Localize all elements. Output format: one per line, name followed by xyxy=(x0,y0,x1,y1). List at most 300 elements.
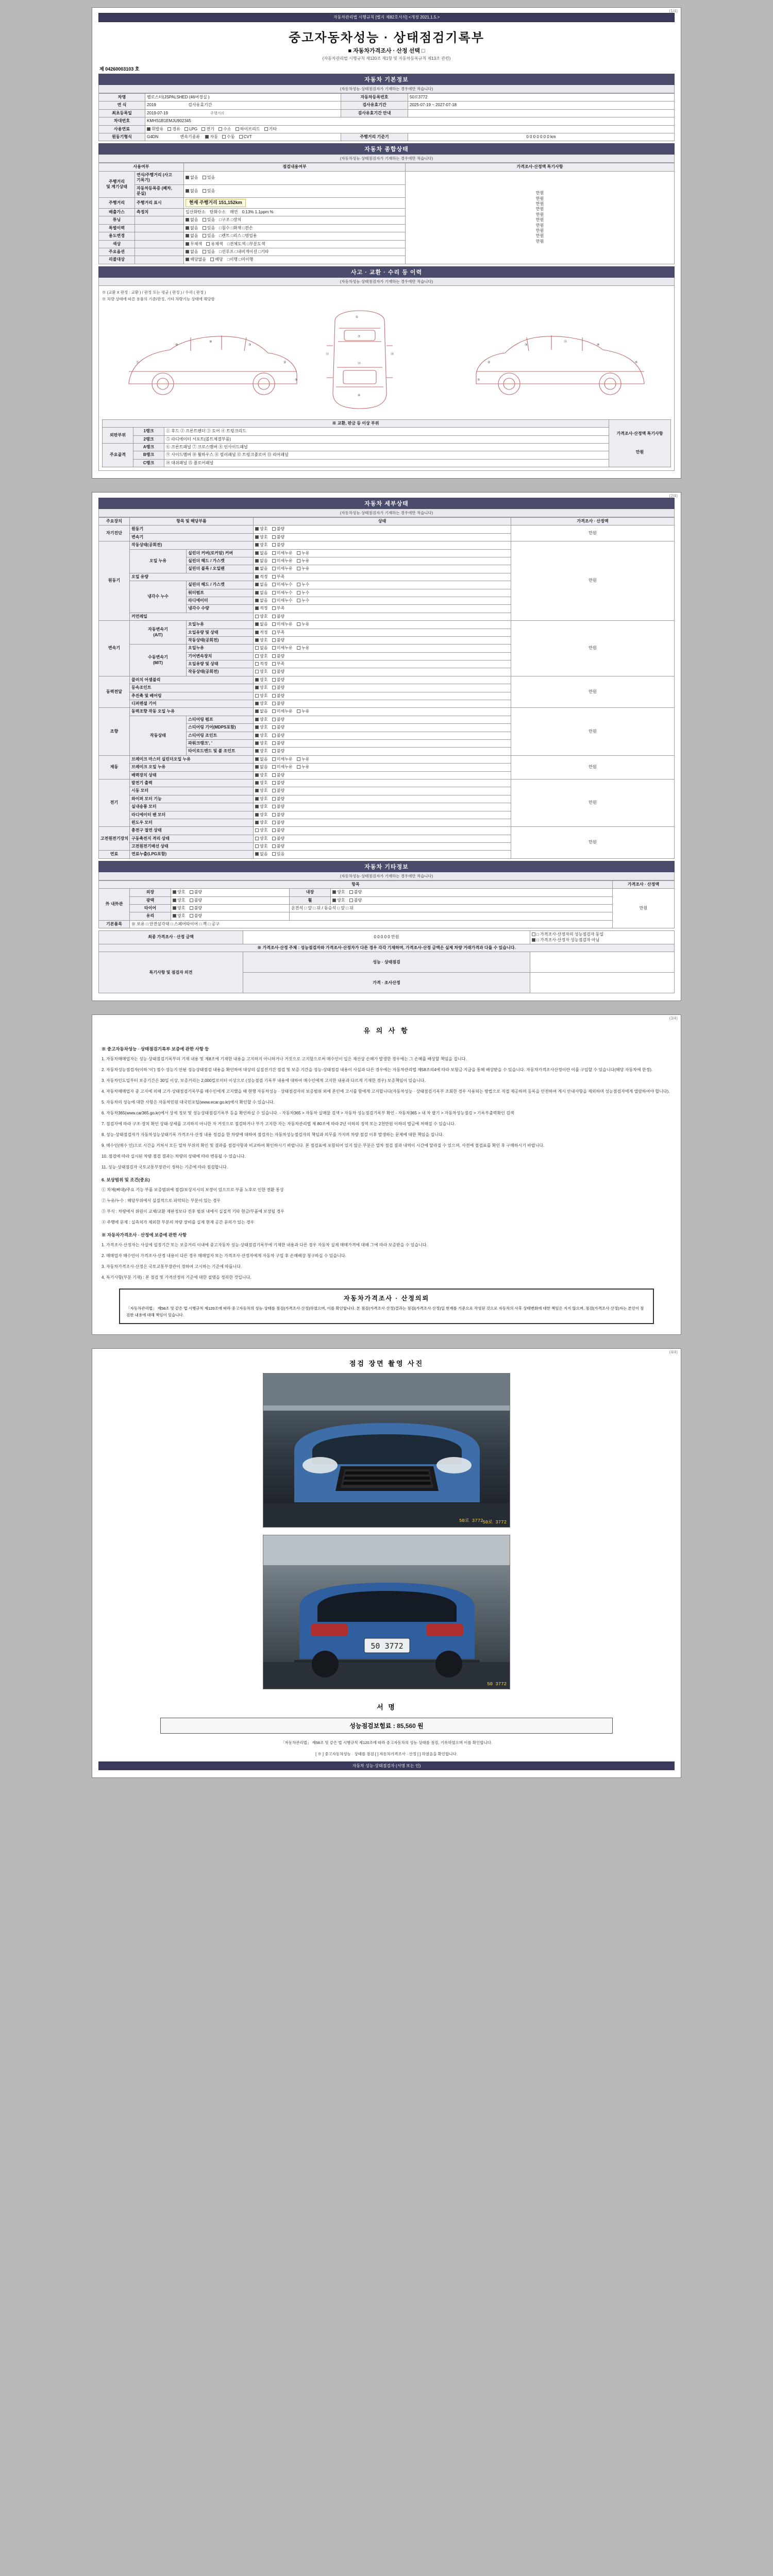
transmission-option[interactable]: 자동 xyxy=(205,134,217,140)
checkbox-icon[interactable] xyxy=(297,646,300,650)
item-label: 브레이크 마스터 실린더오일 누유 xyxy=(130,755,254,763)
state-options xyxy=(254,581,511,589)
checkbox-icon[interactable] xyxy=(255,535,259,539)
checkbox-icon[interactable] xyxy=(297,583,300,586)
option-good[interactable]: 양호 xyxy=(255,844,267,849)
option-yes[interactable]: 있음 xyxy=(203,189,215,194)
price-adjust-cell xyxy=(406,171,675,264)
option-bad[interactable]: 불량 xyxy=(272,725,284,730)
option-none[interactable]: 없음 xyxy=(186,226,198,231)
checkbox-icon[interactable] xyxy=(272,821,276,824)
option-bad[interactable]: 불량 xyxy=(272,773,284,778)
option-good[interactable]: 양호 xyxy=(173,898,185,903)
checkbox-icon[interactable] xyxy=(255,741,259,745)
checkbox-icon[interactable] xyxy=(255,583,259,586)
checkbox-icon[interactable] xyxy=(272,813,276,817)
checkbox-icon[interactable] xyxy=(272,646,276,650)
option-bad[interactable]: 불량 xyxy=(272,796,284,802)
checkbox-icon[interactable] xyxy=(272,757,276,761)
checkbox-icon[interactable] xyxy=(186,234,189,238)
checkbox-icon[interactable] xyxy=(297,559,300,563)
checkbox-icon[interactable] xyxy=(255,686,259,689)
checkbox-icon[interactable] xyxy=(186,250,189,253)
option-bad[interactable]: 불량 xyxy=(190,906,202,911)
checkbox-icon[interactable] xyxy=(186,176,189,179)
checkbox-icon[interactable] xyxy=(272,670,276,673)
checkbox-icon[interactable] xyxy=(297,567,300,570)
group-engine: 원동기 xyxy=(99,541,130,621)
checkbox-icon[interactable] xyxy=(272,773,276,777)
svg-text:⑩: ⑩ xyxy=(175,343,178,347)
option-slight-leak[interactable]: 미세누유 xyxy=(272,566,293,571)
option-bad[interactable]: 불량 xyxy=(272,685,284,690)
option-adequate[interactable]: 적정 xyxy=(255,630,267,635)
checkbox-icon[interactable] xyxy=(186,226,189,230)
checkbox-icon[interactable] xyxy=(173,890,176,894)
checkbox-icon[interactable] xyxy=(297,765,300,769)
state-options xyxy=(254,700,511,708)
option-none[interactable]: 없음 xyxy=(255,598,267,603)
checkbox-icon[interactable] xyxy=(173,914,176,918)
checkbox-icon[interactable] xyxy=(255,718,259,721)
option-bad[interactable]: 불량 xyxy=(272,543,284,548)
option-good[interactable]: 양호 xyxy=(173,913,185,919)
option-slight-leak[interactable]: 미세누유 xyxy=(272,757,293,762)
option-bad[interactable]: 불량 xyxy=(349,898,362,903)
checkbox-icon[interactable] xyxy=(255,678,259,682)
option-good[interactable]: 양호 xyxy=(255,654,267,659)
checkbox-icon[interactable] xyxy=(297,599,300,602)
checkbox-icon[interactable] xyxy=(255,575,259,579)
option-none[interactable]: 없음 xyxy=(255,558,267,564)
checkbox-icon[interactable] xyxy=(255,852,259,856)
option-none[interactable]: 없음 xyxy=(186,249,198,255)
parts-title: ※ 교환, 판금 등 이상 부위 xyxy=(103,419,609,427)
table-row xyxy=(103,459,671,467)
checkbox-icon[interactable] xyxy=(272,725,276,729)
option-yes[interactable]: 있음 xyxy=(203,249,215,255)
notice-item: 8. 성능·상태점검자가 자동차성능상태기록 가격조사·산정 내용 정검을 한 차량에 대하여 점검자는 자동차성능점검자의 책임과 의무를 가지며 차량 점검 이후 발생하는 문제에 대한 책임을 집니다. xyxy=(102,1132,444,1138)
checkbox-icon[interactable] xyxy=(349,890,353,894)
option-bad[interactable]: 불량 xyxy=(272,701,284,706)
checkbox-icon[interactable] xyxy=(203,250,206,253)
checkbox-icon[interactable] xyxy=(184,127,188,131)
checkbox-icon[interactable] xyxy=(332,890,336,894)
signature-bar: 자동차 성능·상태점검자 (서명 또는 인) xyxy=(98,1761,675,1770)
option-bad[interactable]: 불량 xyxy=(272,749,284,754)
checkbox-icon[interactable] xyxy=(272,797,276,801)
checkbox-icon[interactable] xyxy=(272,654,276,658)
checkbox-icon[interactable] xyxy=(297,622,300,626)
option-good[interactable]: 양호 xyxy=(332,898,345,903)
price-cell: 만원 xyxy=(511,708,675,755)
fuel-option[interactable]: 하이브리드 xyxy=(236,127,260,132)
checkbox-icon[interactable] xyxy=(255,559,259,563)
checkbox-icon[interactable] xyxy=(255,694,259,698)
option-bad[interactable]: 불량 xyxy=(190,890,202,895)
option-good[interactable]: 양호 xyxy=(255,685,267,690)
option-good[interactable]: 양호 xyxy=(255,543,267,548)
checkbox-icon[interactable] xyxy=(272,527,276,531)
option-good[interactable]: 양호 xyxy=(255,812,267,818)
option-none[interactable]: 없음 xyxy=(255,765,267,770)
option-good[interactable]: 양호 xyxy=(173,906,185,911)
option-bad[interactable]: 불량 xyxy=(190,898,202,903)
notice-subitem: ③ 부식 : 차량에서 위원이 교체/교환 재판정보다 전후 범위 내에서 실질적 기타 현금/부품에 보장될 경우 xyxy=(102,1209,284,1214)
checkbox-icon[interactable] xyxy=(272,559,276,563)
fuel-option[interactable]: 전기 xyxy=(201,127,214,132)
checkbox-icon[interactable] xyxy=(332,899,336,902)
state-options xyxy=(254,533,511,541)
fuel-option[interactable]: 수소 xyxy=(219,127,231,132)
checkbox-icon[interactable] xyxy=(272,678,276,682)
option-leak[interactable]: 누유 xyxy=(297,622,309,627)
option-bad[interactable]: 불량 xyxy=(272,669,284,674)
table-row xyxy=(99,101,675,109)
checkbox-icon[interactable] xyxy=(272,718,276,721)
row-options xyxy=(184,256,406,264)
option-none[interactable]: 없음 xyxy=(255,757,267,762)
checkbox-icon[interactable] xyxy=(297,551,300,555)
option-good[interactable]: 양호 xyxy=(255,527,267,532)
option-good[interactable]: 양호 xyxy=(255,828,267,833)
option-leak[interactable]: 누수 xyxy=(297,598,309,603)
checkbox-icon[interactable] xyxy=(255,543,259,547)
option-none[interactable]: 없음 xyxy=(186,175,198,180)
option-slight-leak[interactable]: 미세누유 xyxy=(272,622,293,627)
option-bad[interactable]: 불량 xyxy=(272,717,284,722)
option-leak[interactable]: 누수 xyxy=(297,582,309,587)
option-good[interactable]: 양호 xyxy=(255,677,267,683)
checkbox-icon[interactable] xyxy=(255,821,259,824)
option-good[interactable]: 양호 xyxy=(255,741,267,746)
fuel-option[interactable]: LPG xyxy=(184,127,197,132)
option-good[interactable]: 양호 xyxy=(255,535,267,540)
checkbox-icon[interactable] xyxy=(255,670,259,673)
option-bad[interactable]: 불량 xyxy=(190,913,202,919)
checkbox-icon[interactable] xyxy=(203,218,206,222)
final-price-label: 최종 가격조사 · 산정 금액 xyxy=(99,931,243,944)
option-applicable[interactable]: 해당 xyxy=(210,257,223,262)
checkbox-icon[interactable] xyxy=(173,899,176,902)
label-rank-b: B랭크 xyxy=(133,451,164,459)
checkbox-icon[interactable] xyxy=(190,906,193,910)
fuel-option[interactable]: 휘발유 xyxy=(147,127,163,132)
option-leak[interactable]: 누유 xyxy=(297,757,309,762)
checkbox-icon[interactable] xyxy=(210,258,214,261)
checkbox-icon[interactable] xyxy=(272,828,276,832)
option-slight-leak[interactable]: 미세누수 xyxy=(272,590,293,596)
option-good[interactable]: 양호 xyxy=(255,749,267,754)
checkbox-icon[interactable] xyxy=(186,258,189,261)
page-tag-3: (3/4) xyxy=(669,1016,678,1021)
checkbox-icon[interactable] xyxy=(272,606,276,610)
option-leak[interactable]: 누유 xyxy=(297,646,309,651)
checkbox-icon[interactable] xyxy=(272,734,276,737)
checkbox-icon[interactable] xyxy=(203,234,206,238)
checkbox-icon[interactable] xyxy=(272,789,276,792)
checkbox-icon[interactable] xyxy=(272,837,276,840)
checkbox-icon[interactable] xyxy=(272,551,276,555)
checkbox-icon[interactable] xyxy=(272,575,276,579)
checkbox-icon[interactable] xyxy=(255,757,259,761)
option-leak[interactable]: 누유 xyxy=(297,709,309,714)
option-bad[interactable]: 불량 xyxy=(272,741,284,746)
checkbox-icon[interactable] xyxy=(255,591,259,595)
checkbox-icon[interactable] xyxy=(297,709,300,713)
option-slight-leak[interactable]: 미세누수 xyxy=(272,582,293,587)
label-transmission: 변속기종류 xyxy=(180,134,200,139)
option-bad[interactable]: 불량 xyxy=(272,828,284,833)
checkbox-icon[interactable] xyxy=(255,749,259,753)
checkbox-icon[interactable] xyxy=(255,725,259,729)
checkbox-icon[interactable] xyxy=(272,686,276,689)
option-none[interactable]: 없음 xyxy=(255,566,267,571)
option-good[interactable]: 양호 xyxy=(255,733,267,738)
table-row xyxy=(99,541,675,549)
option-leak[interactable]: 누유 xyxy=(297,566,309,571)
checkbox-icon[interactable] xyxy=(272,709,276,713)
rear-plate-number: 50 3772 xyxy=(371,1641,404,1651)
option-good[interactable]: 양호 xyxy=(255,773,267,778)
checkbox-icon[interactable] xyxy=(255,702,259,705)
option-none[interactable]: 없음 xyxy=(255,590,267,596)
checkbox-icon[interactable] xyxy=(255,789,259,792)
checkbox-icon[interactable] xyxy=(297,591,300,595)
option-not-applicable[interactable]: 해당없음 xyxy=(186,257,206,262)
checkbox-icon[interactable] xyxy=(255,805,259,808)
emission-smoke: 매연 xyxy=(230,209,238,214)
checkbox-icon[interactable] xyxy=(206,242,210,246)
option-yes[interactable]: 있음 xyxy=(203,217,215,223)
checkbox-icon[interactable] xyxy=(272,765,276,769)
checkbox-icon[interactable] xyxy=(255,765,259,769)
option-yes[interactable]: 있음 xyxy=(203,233,215,239)
checkbox-icon[interactable] xyxy=(272,741,276,745)
checkbox-icon[interactable] xyxy=(255,599,259,602)
checkbox-icon[interactable] xyxy=(255,844,259,848)
option-good[interactable]: 양호 xyxy=(255,614,267,619)
option-none[interactable]: 없음 xyxy=(186,233,198,239)
checkbox-icon[interactable] xyxy=(236,127,239,131)
option-none[interactable]: 없음 xyxy=(255,582,267,587)
option-bad[interactable]: 불량 xyxy=(272,527,284,532)
checkbox-icon[interactable] xyxy=(186,218,189,222)
option-good[interactable]: 양호 xyxy=(255,796,267,802)
option-bad[interactable]: 불량 xyxy=(349,890,362,895)
svg-text:⑭: ⑭ xyxy=(391,352,394,356)
option-good[interactable]: 양호 xyxy=(255,804,267,809)
checkbox-icon[interactable] xyxy=(173,906,176,910)
checkbox-icon[interactable] xyxy=(255,615,259,618)
checkbox-icon[interactable] xyxy=(186,189,189,193)
checkbox-icon[interactable] xyxy=(190,899,193,902)
checkbox-icon[interactable] xyxy=(201,127,205,131)
checkbox-icon[interactable] xyxy=(190,914,193,918)
option-insufficient[interactable]: 부족 xyxy=(272,574,284,580)
option-bad[interactable]: 불량 xyxy=(272,654,284,659)
checkbox-icon[interactable] xyxy=(255,654,259,658)
option-yes[interactable]: 있음 xyxy=(272,852,284,857)
footer-note-1: 「자동차관리법」 제58조 및 같은 법 시행규칙 제120조에 따라 중고자동차의 성능·상태를 점검, 기록하였으며 이를 확인합니다. xyxy=(280,1740,493,1745)
option-none[interactable]: 없음 xyxy=(255,852,267,857)
option-slight-leak[interactable]: 미세누유 xyxy=(272,558,293,564)
option-adequate[interactable]: 적정 xyxy=(255,606,267,611)
option-good[interactable]: 양호 xyxy=(255,638,267,643)
option-bad[interactable]: 불량 xyxy=(272,804,284,809)
checkbox-icon[interactable] xyxy=(272,662,276,666)
checkbox-icon[interactable] xyxy=(272,583,276,586)
checkbox-icon[interactable] xyxy=(272,852,276,856)
option-adequate[interactable]: 적정 xyxy=(255,574,267,580)
checkbox-icon[interactable] xyxy=(272,543,276,547)
option-bad[interactable]: 불량 xyxy=(272,820,284,825)
transmission-option[interactable]: CVT xyxy=(239,134,252,140)
option-good[interactable]: 양호 xyxy=(255,669,267,674)
checkbox-icon[interactable] xyxy=(255,527,259,531)
checkbox-icon[interactable] xyxy=(255,797,259,801)
checkbox-icon[interactable] xyxy=(167,127,171,131)
option-adequate[interactable]: 적정 xyxy=(255,662,267,667)
checkbox-icon[interactable] xyxy=(203,189,206,193)
checkbox-icon[interactable] xyxy=(255,734,259,737)
checkbox-different-inspector[interactable]: □ 가격조사·산정자 성능점검자 아님 xyxy=(532,938,599,943)
option-yes[interactable]: 있음 xyxy=(203,226,215,231)
checkbox-icon[interactable] xyxy=(255,567,259,570)
checkbox-icon[interactable] xyxy=(272,781,276,785)
option-achromatic[interactable]: 무채색 xyxy=(186,242,202,247)
option-none[interactable]: 없음 xyxy=(255,709,267,714)
fuel-option[interactable]: 경유 xyxy=(167,127,180,132)
checkbox-icon[interactable] xyxy=(272,567,276,570)
declaration-box xyxy=(119,1289,654,1324)
car-diagram xyxy=(102,302,671,417)
transmission-option[interactable]: 수동 xyxy=(222,134,234,140)
checkbox-icon[interactable] xyxy=(264,127,268,131)
checkbox-icon[interactable] xyxy=(272,844,276,848)
checkbox-icon[interactable] xyxy=(272,615,276,618)
option-bad[interactable]: 불량 xyxy=(272,781,284,786)
checkbox-icon[interactable] xyxy=(255,837,259,840)
option-good[interactable]: 양호 xyxy=(255,820,267,825)
checkbox-icon[interactable] xyxy=(255,813,259,817)
option-yes[interactable]: 있음 xyxy=(203,175,215,180)
option-bad[interactable]: 불량 xyxy=(272,844,284,849)
checkbox-icon[interactable] xyxy=(255,551,259,555)
document-number: 제 04260003103 호 xyxy=(99,66,140,72)
option-bad[interactable]: 불량 xyxy=(272,614,284,619)
checkbox-icon[interactable] xyxy=(272,599,276,602)
checkbox-icon[interactable] xyxy=(272,535,276,539)
checkbox-icon[interactable] xyxy=(255,773,259,777)
checkbox-icon[interactable] xyxy=(255,622,259,626)
option-bad[interactable]: 불량 xyxy=(272,733,284,738)
option-good[interactable]: 양호 xyxy=(255,836,267,841)
option-slight-leak[interactable]: 미세누유 xyxy=(272,765,293,770)
option-bad[interactable]: 불량 xyxy=(272,836,284,841)
option-bad[interactable]: 불량 xyxy=(272,535,284,540)
option-leak[interactable]: 누유 xyxy=(297,765,309,770)
checkbox-icon[interactable] xyxy=(297,757,300,761)
checkbox-icon[interactable] xyxy=(222,135,226,139)
option-good[interactable]: 양호 xyxy=(255,701,267,706)
checkbox-icon[interactable] xyxy=(203,226,206,230)
option-good[interactable]: 양호 xyxy=(255,725,267,730)
checkbox-icon[interactable] xyxy=(255,662,259,666)
checkbox-icon[interactable] xyxy=(239,135,243,139)
state-options xyxy=(254,787,511,795)
checkbox-icon[interactable] xyxy=(272,805,276,808)
checkbox-icon[interactable] xyxy=(255,709,259,713)
option-none[interactable]: 없음 xyxy=(255,551,267,556)
checkbox-icon[interactable] xyxy=(255,631,259,634)
checkbox-icon[interactable] xyxy=(255,828,259,832)
option-leak[interactable]: 누유 xyxy=(297,558,309,564)
price-cell: 만원 xyxy=(511,621,675,676)
checkbox-icon[interactable] xyxy=(255,781,259,785)
option-insufficient[interactable]: 부족 xyxy=(272,662,284,667)
checkbox-icon[interactable] xyxy=(219,127,222,131)
option-good[interactable]: 양호 xyxy=(332,890,345,895)
option-bad[interactable]: 불량 xyxy=(272,638,284,643)
option-good[interactable]: 양호 xyxy=(173,890,185,895)
checkbox-icon[interactable] xyxy=(272,694,276,698)
checkbox-icon[interactable] xyxy=(272,591,276,595)
item-label: 냉각수 누수 xyxy=(130,581,187,613)
option-good[interactable]: 양호 xyxy=(255,781,267,786)
option-none[interactable]: 없음 xyxy=(255,622,267,627)
checkbox-icon[interactable] xyxy=(272,749,276,753)
option-none[interactable]: 없음 xyxy=(186,189,198,194)
checkbox-icon[interactable] xyxy=(205,135,209,139)
option-none[interactable]: 없음 xyxy=(255,646,267,651)
option-none[interactable]: 없음 xyxy=(186,217,198,223)
fuel-option[interactable]: 기타 xyxy=(264,127,277,132)
option-bad[interactable]: 불량 xyxy=(272,812,284,818)
checkbox-icon[interactable] xyxy=(186,242,189,246)
checkbox-icon[interactable] xyxy=(532,938,535,942)
option-leak[interactable]: 누수 xyxy=(297,590,309,596)
option-leak[interactable]: 누유 xyxy=(297,551,309,556)
option-bad[interactable]: 불량 xyxy=(272,788,284,793)
option-insufficient[interactable]: 부족 xyxy=(272,606,284,611)
option-good[interactable]: 양호 xyxy=(255,693,267,699)
option-insufficient[interactable]: 부족 xyxy=(272,630,284,635)
option-bad[interactable]: 불량 xyxy=(272,677,284,683)
checkbox-icon[interactable] xyxy=(272,631,276,634)
checkbox-icon[interactable] xyxy=(190,890,193,894)
option-good[interactable]: 양호 xyxy=(255,717,267,722)
checkbox-icon[interactable] xyxy=(349,899,353,902)
option-slight-leak[interactable]: 미세누유 xyxy=(272,551,293,556)
checkbox-icon[interactable] xyxy=(532,933,535,936)
checkbox-same-inspector[interactable]: □ 가격조사·산정자의 성능점검자 동일 xyxy=(532,932,603,937)
checkbox-icon[interactable] xyxy=(255,638,259,642)
checkbox-icon[interactable] xyxy=(272,622,276,626)
checkbox-icon[interactable] xyxy=(255,646,259,650)
option-slight-leak[interactable]: 미세누수 xyxy=(272,598,293,603)
option-good[interactable]: 양호 xyxy=(255,788,267,793)
option-slight-leak[interactable]: 미세누유 xyxy=(272,646,293,651)
checkbox-icon[interactable] xyxy=(147,127,150,131)
option-slight-leak[interactable]: 미세누유 xyxy=(272,709,293,714)
checkbox-icon[interactable] xyxy=(272,702,276,705)
checkbox-icon[interactable] xyxy=(272,638,276,642)
checkbox-icon[interactable] xyxy=(255,606,259,610)
checkbox-icon[interactable] xyxy=(203,176,206,179)
option-bad[interactable]: 불량 xyxy=(272,693,284,699)
option-chromatic[interactable]: 유채색 xyxy=(206,242,223,247)
